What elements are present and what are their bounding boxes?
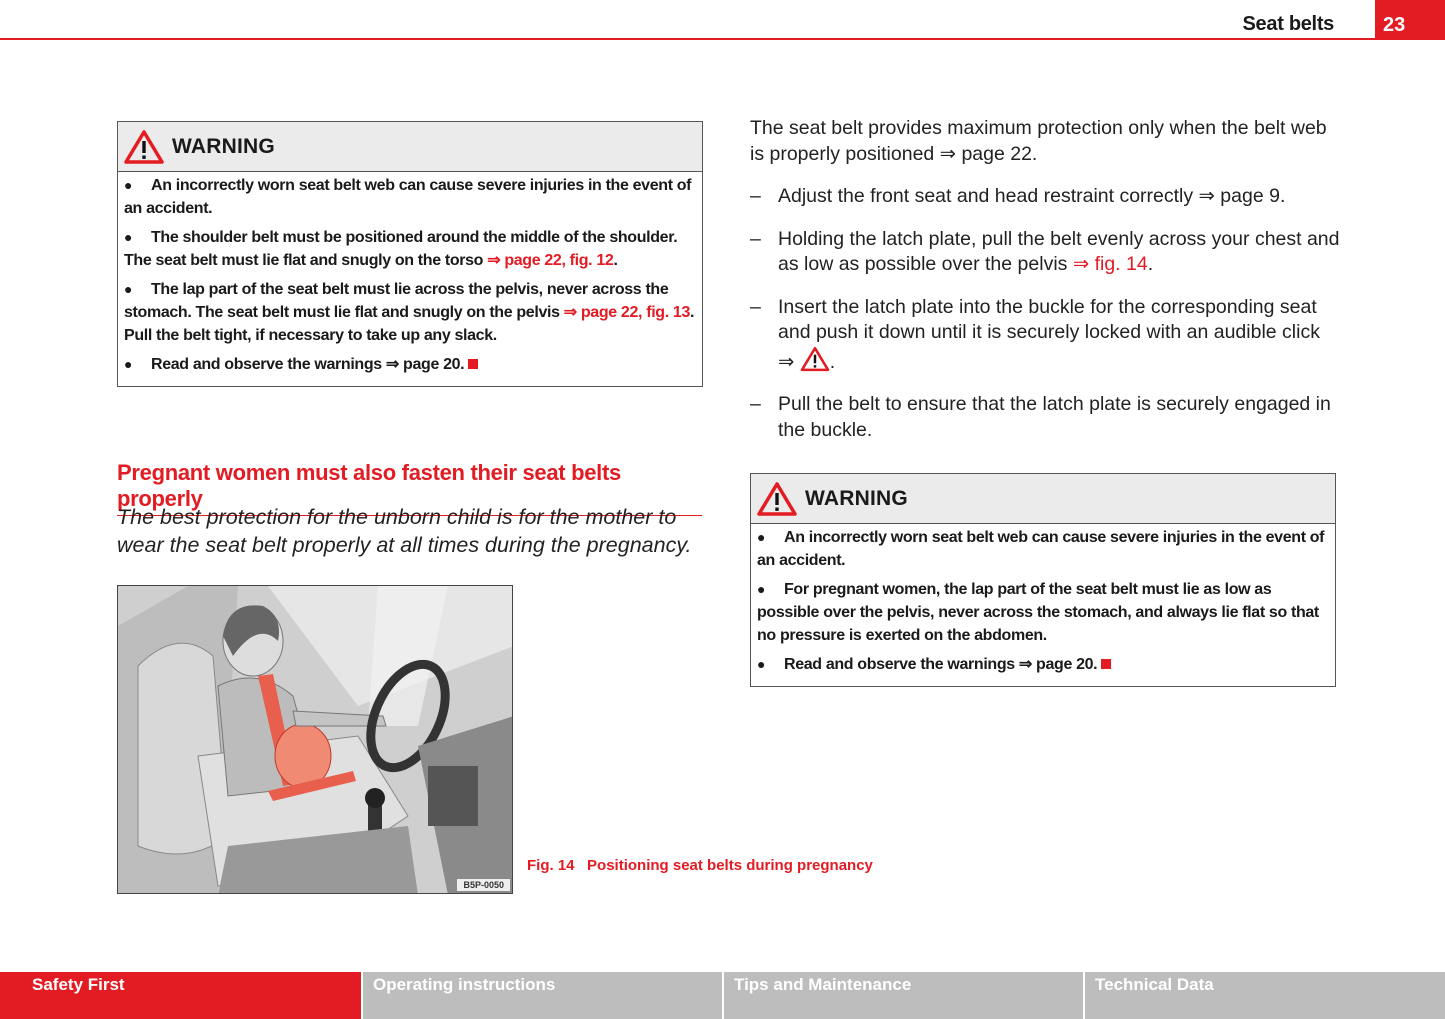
warning-title: WARNING — [172, 134, 275, 158]
figure-code: B5P-0050 — [457, 879, 510, 891]
warning-box-1 — [117, 121, 703, 387]
header-rule — [0, 38, 1375, 40]
figure-link[interactable]: ⇒ fig. 14 — [1072, 253, 1148, 275]
warning-item: ● An incorrectly worn seat belt web can cause severe injuries in the event of an accident. — [757, 529, 1325, 569]
warning-item: ● An incorrectly worn seat belt web can cause severe injuries in the event of an accident. — [124, 177, 692, 217]
warning-item: ● The shoulder belt must be positioned around the middle of the shoulder. The seat belt must lie flat and snugly on the torso ⇒ page 22, fig. 12. — [124, 229, 678, 269]
page-link[interactable]: ⇒ page 22, fig. 12 — [487, 252, 614, 269]
instruction-step: – Adjust the front seat and head restraint correctly ⇒ page 9. — [750, 185, 1286, 207]
page-link[interactable]: ⇒ page 22, fig. 13 — [563, 304, 690, 321]
end-marker-icon — [468, 359, 478, 369]
end-marker-icon — [1101, 659, 1111, 669]
warning-item: ● Read and observe the warnings ⇒ page 20. — [757, 653, 1329, 676]
intro-text: The seat belt provides maximum protection only when the belt web is properly positioned ⇒ page 22. — [750, 117, 1327, 165]
warning-item: ● Read and observe the warnings ⇒ page 20. — [124, 353, 696, 376]
footer-tab-operating-instructions[interactable]: Operating instructions — [363, 972, 722, 1019]
figure-pregnant-seatbelt — [117, 585, 513, 894]
warning-title: WARNING — [805, 486, 908, 510]
page-number: 23 — [1375, 0, 1445, 40]
instruction-step: – Holding the latch plate, pull the belt evenly across your chest and as low as possible over the pelvis ⇒ fig. 14. — [750, 227, 1340, 275]
warning-box-2 — [750, 473, 1336, 687]
instruction-step: – Pull the belt to ensure that the latch plate is securely engaged in the buckle. — [750, 393, 1331, 441]
right-column — [750, 116, 1340, 460]
warning-triangle-icon — [757, 481, 797, 517]
section-heading: Pregnant women must also fasten their seat belts properly — [117, 460, 702, 516]
illustration-image — [118, 586, 513, 894]
footer-tab-safety-first[interactable]: Safety First — [0, 972, 361, 1019]
footer-tab-tips-maintenance[interactable]: Tips and Maintenance — [724, 972, 1083, 1019]
section-lead: The best protection for the unborn child is for the mother to wear the seat belt properly at all times during the pregnancy. — [117, 505, 692, 557]
warning-triangle-icon — [124, 129, 164, 165]
instruction-step: – Insert the latch plate into the buckle for the corresponding seat and push it down until it is securely locked with an audible click ⇒ . — [750, 295, 1320, 373]
chapter-title: Seat belts — [1242, 13, 1334, 35]
footer-tab-technical-data[interactable]: Technical Data — [1085, 972, 1445, 1019]
warning-triangle-icon[interactable] — [800, 346, 830, 372]
warning-item: ● The lap part of the seat belt must lie across the pelvis, never across the stomach. The seat belt must lie flat and snugly on the pelvis ⇒ page 22, fig. 13. Pull the belt tight, if necessary to take up any slack. — [124, 281, 695, 344]
warning-item: ● For pregnant women, the lap part of the seat belt must lie as low as possible over the pelvis, never across the stomach, and always lie flat so that no pressure is exerted on the abdomen. — [757, 581, 1319, 644]
figure-caption: Fig. 14 Positioning seat belts during pregnancy — [527, 857, 873, 874]
